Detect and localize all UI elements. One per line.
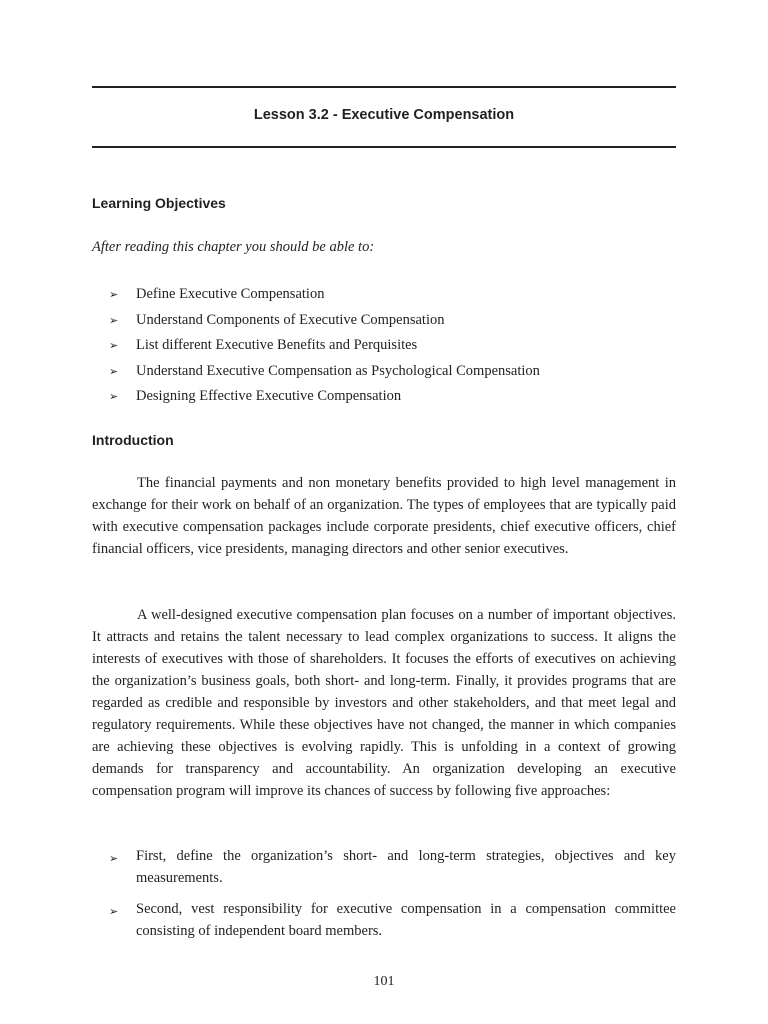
- header-bottom-rule: [92, 146, 676, 148]
- approach-text: First, define the organization’s short- and long-term strategies, objectives and key measurements.: [136, 848, 676, 886]
- objective-item: [92, 362, 676, 388]
- learning-objectives-list: [92, 285, 676, 413]
- objective-text: Understand Executive Compensation as Psychological Compensation: [136, 362, 540, 379]
- header-top-rule: [92, 86, 676, 88]
- learning-objectives-heading: Learning Objectives: [92, 195, 226, 211]
- approaches-list: [92, 845, 676, 951]
- introduction-paragraph: A well-designed executive compensation plan focuses on a number of important objectives. It attracts and retains the talent necessary to lead complex organizations to success. It aligns the interests of executives with those of shareholders. It focuses the efforts of executives on achieving the organization’s business goals, both short- and long-term. Finally, it provides programs that are regarded as credible and responsible by investors and other stakeholders, and that meet legal and regulatory requirements. While these objectives have not changed, the manner in which companies are achieving these objectives is evolving rapidly. This is unfolding in a context of growing demands for transparency and accountability. An organization developing an executive compensation program will improve its chances of success by following five approaches:: [92, 607, 676, 799]
- page-number: 101: [373, 974, 395, 989]
- objective-item: [92, 285, 676, 311]
- arrow-bullet-icon: ➢: [109, 364, 119, 378]
- objective-item: [92, 311, 676, 337]
- objective-text: Understand Components of Executive Compensation: [136, 311, 445, 328]
- objective-text: Define Executive Compensation: [136, 286, 325, 302]
- approach-item: [92, 845, 676, 889]
- arrow-bullet-icon: ➢: [109, 390, 119, 403]
- arrow-bullet-icon: ➢: [109, 339, 119, 352]
- objective-text: List different Executive Benefits and Perquisites: [136, 337, 418, 353]
- arrow-bullet-icon: ➢: [109, 852, 119, 865]
- lesson-title: Lesson 3.2 - Executive Compensation: [253, 107, 515, 123]
- objective-item: [92, 336, 676, 362]
- arrow-bullet-icon: ➢: [109, 313, 119, 327]
- arrow-bullet-icon: ➢: [109, 905, 119, 918]
- introduction-heading: Introduction: [92, 432, 174, 448]
- objective-text: Designing Effective Executive Compensation: [136, 388, 402, 404]
- objectives-intro-text: After reading this chapter you should be able to:: [92, 239, 375, 255]
- arrow-bullet-icon: ➢: [109, 288, 119, 301]
- objective-item: [92, 387, 676, 413]
- approach-text: Second, vest responsibility for executive compensation in a compensation committee consisting of independent board members.: [136, 901, 676, 939]
- approach-item: [92, 898, 676, 942]
- introduction-paragraph: The financial payments and non monetary benefits provided to high level management in exchange for their work on behalf of an organization. The types of employees that are typically paid with executive compensation packages include corporate presidents, chief executive officers, chief financial officers, vice presidents, managing directors and other senior executives.: [92, 475, 676, 557]
